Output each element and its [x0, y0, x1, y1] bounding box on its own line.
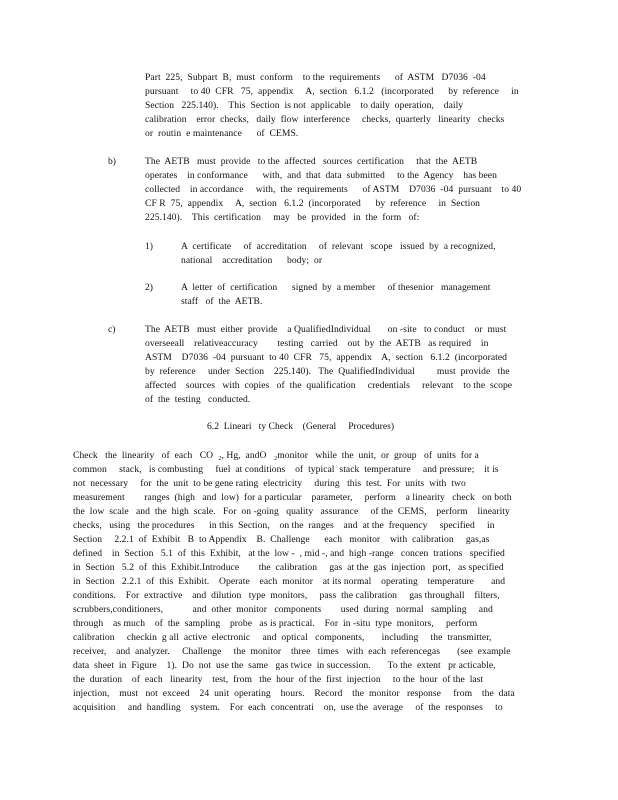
paragraph-line: ASTM D7036 -04 pursuant to 40 CFR 75, appendix A, section 6.1.2 (incorporated: [145, 352, 508, 363]
paragraph-line: staff of the AETB.: [181, 296, 263, 307]
paragraph-line: Check the linearity of each CO ₂, Hg, andO ₂monitor while the unit, or group of units for a: [73, 450, 479, 461]
paragraph-line: Section 2.2.1 of Exhibit B to Appendix B. Challenge each monitor with calibration gas,as: [73, 534, 490, 545]
paragraph-line: scrubbers,conditioners, and other monitor components used during normal sampling and: [73, 604, 493, 615]
paragraph-line: operates in conformance with, and that data submitted to the Agency has been: [145, 170, 497, 181]
paragraph-line: by reference under Section 225.140). The QualifiedIndividual must provide the: [145, 366, 510, 377]
paragraph-line: national accreditation body; or: [181, 255, 323, 266]
section-heading: 6.2 Lineari ty Check (General Procedures): [207, 421, 395, 432]
paragraph-line: A letter of certification signed by a member of thesenior management: [181, 282, 491, 293]
paragraph-line: in Section 2.2.1 of this Exhibit. Operate each monitor at its normal operating temperature and: [73, 576, 506, 587]
paragraph-line: not necessary for the unit to be gene rating electricity during this test. For units with two: [73, 478, 466, 489]
paragraph-line: in Section 5.2 of this Exhibit.Introduce the calibration gas at the gas injection port, as specified: [73, 562, 504, 573]
paragraph-line: Part 225, Subpart B, must conform to the requirements of ASTM D7036 -04: [145, 72, 486, 83]
paragraph-line: CF R 75, appendix A, section 6.1.2 (incorporated by reference in Section: [145, 198, 481, 209]
paragraph-line: acquisition and handling system. For each concentrati on, use the average of the responses to: [73, 702, 503, 713]
paragraph-line: collected in accordance with, the requirements of ASTM D7036 -04 pursuant to 40: [145, 184, 522, 195]
paragraph-line: the duration of each linearity test, from the hour of the first injection to the hour of the last: [73, 674, 484, 685]
paragraph-line: pursuant to 40 CFR 75, appendix A, section 6.1.2 (incorporated by reference in: [145, 86, 519, 97]
paragraph-line: The AETB must provide to the affected sources certification that the AETB: [145, 156, 478, 167]
paragraph-line: A certificate of accreditation of relevant scope issued by a recognized,: [181, 241, 496, 252]
paragraph-line: defined in Section 5.1 of this Exhibit, at the low - , mid -, and high -range concen trations specified: [73, 548, 505, 559]
paragraph-line: calibration error checks, daily flow interference checks, quarterly linearity checks: [145, 114, 505, 125]
list-marker: b): [108, 156, 116, 167]
paragraph-line: conditions. For extractive and dilution type monitors, pass the calibration gas throughall filters,: [73, 590, 500, 601]
paragraph-line: The AETB must either provide a QualifiedIndividual on -site to conduct or must: [145, 324, 507, 335]
paragraph-line: 225.140). This certification may be provided in the form of:: [145, 212, 420, 223]
paragraph-line: of the testing conducted.: [145, 394, 251, 405]
sub-list-marker: 1): [145, 241, 153, 252]
paragraph-line: affected sources with copies of the qualification credentials relevant to the scope: [145, 380, 513, 391]
paragraph-line: Section 225.140). This Section is not applicable to daily operation, daily: [145, 100, 464, 111]
paragraph-line: through as much of the sampling probe as is practical. For in -situ type monitors, perform: [73, 618, 478, 629]
paragraph-line: the low scale and the high scale. For on -going quality assurance of the CEMS, perform linearity: [73, 506, 510, 517]
paragraph-line: calibration checkin g all active electronic and optical components, including the transmitter,: [73, 632, 492, 643]
paragraph-line: data sheet in Figure 1). Do not use the same gas twice in succession. To the extent pr acticable,: [73, 660, 496, 671]
sub-list-marker: 2): [145, 282, 153, 293]
paragraph-line: common stack, is combusting fuel at conditions of typical stack temperature and pressure; it is: [73, 464, 499, 475]
paragraph-line: measurement ranges (high and low) for a particular parameter, perform a linearity check on both: [73, 492, 512, 503]
paragraph-line: or routin e maintenance of CEMS.: [145, 128, 299, 139]
list-marker: c): [108, 324, 116, 335]
paragraph-line: checks, using the procedures in this Section, on the ranges and at the frequency specified in: [73, 520, 495, 531]
paragraph-line: receiver, and analyzer. Challenge the monitor three times with each referencegas (see example: [73, 646, 511, 657]
paragraph-line: injection, must not exceed 24 unit operating hours. Record the monitor response from the data: [73, 688, 515, 699]
paragraph-line: overseeall relativeaccuracy testing carried out by the AETB as required in: [145, 338, 489, 349]
